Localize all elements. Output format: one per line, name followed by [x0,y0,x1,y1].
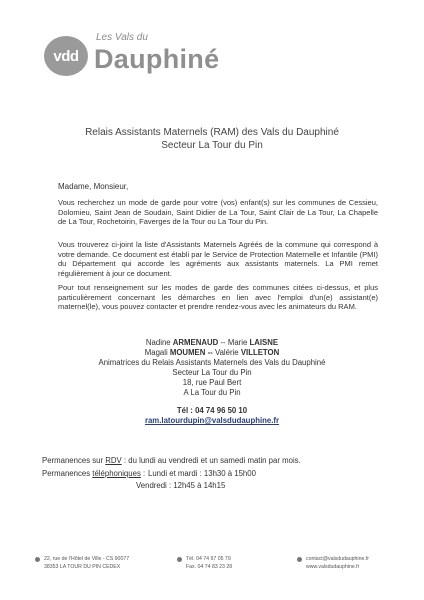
name3-first: Magali [144,347,168,357]
name2-first: Marie [227,338,248,347]
footer-email[interactable]: contact@valsdudauphine.fr [306,556,369,562]
contact-line-2 [0,348,424,358]
contact-street: 18, rue Paul Bert [182,377,242,387]
contact-line-1 [0,338,424,348]
name1-last: ARMENAUD [172,338,219,347]
rdv-link[interactable]: RDV [105,456,122,465]
footer-address [44,556,129,571]
footer-phone [186,556,232,571]
tel-hours-2: Vendredi : 12h45 à 14h15 [136,481,226,490]
paragraph-3: Pour tout renseignement sur les modes de garde des communes citées ci-dessus, et plus particulièrement concernant les démarches en lien avec l'emploi d'un(e) assistant(e) maternel(le), vous pouvez contacter et prendre rendez-vous avec les animateurs du RAM. [58,283,378,312]
name3-last: MOUMEN [169,347,206,357]
name2-last: LAISNE [249,338,279,347]
tel-colon: : [143,469,146,478]
tel-link[interactable]: téléphoniques [92,469,141,478]
footer-addr-1: 22, rue de l'Hôtel de Ville - CS 90077 [44,556,130,562]
title-line-1: Relais Assistants Maternels (RAM) des Vals du Dauphiné [85,127,339,138]
contact-city: A La Tour du Pin [183,387,241,397]
tel-hours-1: Lundi et mardi : 13h30 à 15h00 [148,469,256,478]
contact-email-link[interactable]: ram.latourdupin@valsdudauphine.fr [144,416,280,426]
footer-tel: Tél. 04 74 97 05 79 [186,556,231,562]
contact-block [0,338,424,426]
mail-icon [297,557,302,562]
name4-first: Valérie [214,347,239,357]
title-line-2: Secteur La Tour du Pin [161,140,263,151]
contact-phone: Tél : 04 74 96 50 10 [176,406,248,416]
paragraph-1: Vous recherchez un mode de garde pour votre (vos) enfant(s) sur les communes de Cessieu, Dolomieu, Saint Jean de Soudain, Saint Didier de La Tour, Saint Clair de La Tour, La Chapelle de La Tour, Rochetoirin, Faverges de la Tour ou La Tour du Pin. [58,198,378,227]
name1-first: Nadine [145,338,171,347]
logo-big-text: Dauphiné [94,44,220,74]
footer-fax: Fax. 04 74 83 23 28 [186,563,233,570]
footer-website[interactable]: www.valsdudauphine.fr [306,563,360,570]
contact-role: Animatrices du Relais Assistants Maternels des Vals du Dauphiné [98,357,326,367]
rdv-prefix: Permanences sur [42,456,104,465]
salutation: Madame, Monsieur, [58,182,129,191]
vals-du-dauphine-logo [44,30,244,82]
logo-small-text: Les Vals du [96,32,148,43]
phone-icon [177,557,182,562]
permanence-rdv [42,456,301,465]
separator-1: -- [220,338,226,347]
rdv-suffix: : du lundi au vendredi et un samedi matin par mois. [123,456,301,465]
location-icon [35,557,40,562]
document-title [0,126,424,152]
paragraph-2: Vous trouverez ci-joint la liste d'Assistants Maternels Agréés de la commune qui correspond à votre demande. Ce document est établi par le Service de Protection Maternelle et Infantile (PMI) du Département qui accorde les agréments aux assistants maternels. La PMI remet régulièrement à jour ce document. [58,240,378,278]
logo-mark: vdd [44,36,88,76]
contact-sector: Secteur La Tour du Pin [172,367,252,377]
footer-addr-2: 38353 LA TOUR DU PIN CEDEX [44,563,121,570]
permanence-telephone [42,469,256,478]
tel-prefix: Permanences [42,469,91,478]
separator-2: -- [207,347,213,357]
footer-web [306,556,369,571]
name4-last: VILLETON [240,347,280,357]
